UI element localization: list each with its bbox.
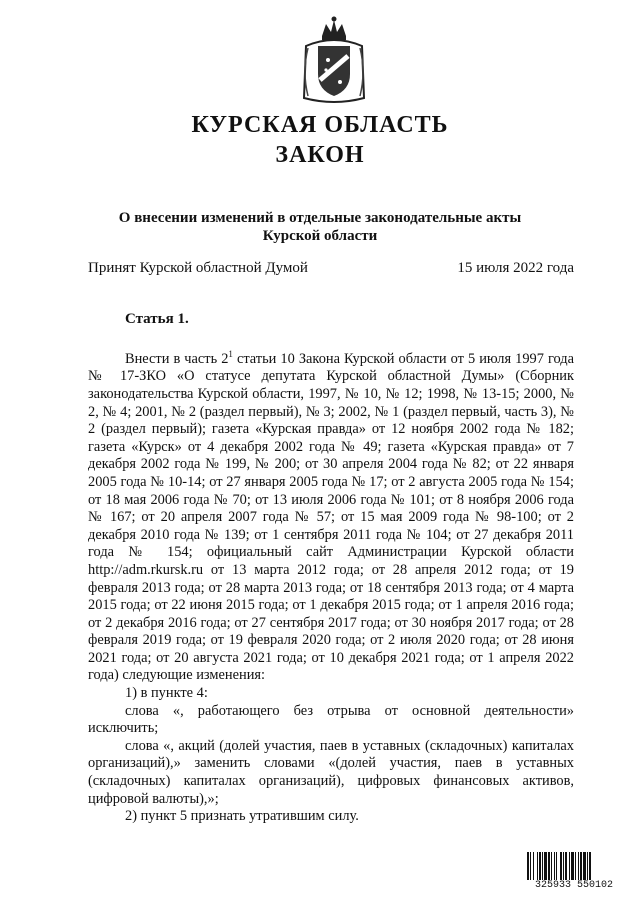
- barcode-bar: [587, 852, 588, 880]
- article-intro-rest: статьи 10 Закона Курской области от 5 июля 1997 года № 17-ЗКО «О статусе депутата Курской областной Думы» (Сборник законодательства Курской области, 1997, № 10, № 12; 1998, № 13-15; 2000, № 2, № 4; 2001, № 2 (раздел первый), № 3; 2002, № 1 (раздел первый, часть 3), № 2 (раздел первый); газета «Курская правда» от 12 ноября 2002 года № 182; газета «Курск» от 4 декабря 2002 года № 49; газета «Курская правда» от 7 декабря 2002 года № 199, № 200; от 30 апреля 2004 года № 82; от 22 января 2005 года № 10-14; от 27 января 2005 года № 17; от 2 августа 2005 года № 154; от 18 мая 2006 года № 70; от 13 июля 2006 года № 101; от 8 ноября 2006 года № 167; от 20 апреля 2007 года № 57; от 15 мая 2009 года № 98-100; от 2 декабря 2010 года № 139; от 1 сентября 2011 года № 104; от 27 декабря 2011 года № 154; официальный сайт Администрации Курской области http://adm.rkursk.ru от 13 марта 2012 года; от 28 апреля 2012 года; от 19 февраля 2013 года; от 28 марта 2013 года; от 18 сентября 2013 года; от 4 марта 2015 года; от 22 июня 2015 года; от 1 декабря 2015 года; от 1 апреля 2016 года; от 2 декабря 2016 года; от 27 сентября 2017 года; от 30 ноября 2017 года; от 28 февраля 2019 года; от 19 февраля 2020 года; от 2 июля 2020 года; от 28 июня 2021 года; от 20 августа 2021 года; от 10 декабря 2021 года; от 1 апреля 2022 года) следующие изменения:: [88, 350, 574, 684]
- barcode-bar: [563, 852, 564, 880]
- barcode-bar: [569, 852, 570, 880]
- barcode-bar: [539, 852, 541, 880]
- barcode-bar: [583, 852, 586, 880]
- document-title: [0, 209, 640, 245]
- barcode-bar: [556, 852, 557, 880]
- article-body: [88, 346, 574, 826]
- adopted-by: Принят Курской областной Думой: [88, 260, 308, 276]
- list-item-1-change-1: слова «, работающего без отрыва от основной деятельности» исключить;: [88, 702, 574, 737]
- document-title-line-1: О внесении изменений в отдельные законодательные акты: [118, 210, 522, 226]
- list-item-1-change-2: слова «, акций (долей участия, паев в уставных (складочных) капиталах организаций),» заменить словами «(долей участия, паев в уставных (складочных) капиталах организаций), цифровых финансовых активов, цифровой валюты),»;: [88, 737, 574, 807]
- adoption-row: [88, 260, 574, 277]
- coat-of-arms-emblem: [298, 16, 370, 106]
- list-item-1: 1) в пункте 4:: [125, 685, 208, 702]
- barcode-bar: [537, 852, 538, 880]
- document-type-heading: ЗАКОН: [275, 142, 365, 168]
- barcode-bar: [560, 852, 562, 880]
- barcode-bar: [589, 852, 591, 880]
- article-intro-superscript: 1: [228, 349, 233, 359]
- barcode-bar: [578, 852, 579, 880]
- barcode-bar: [554, 852, 555, 880]
- barcode-bar: [548, 852, 550, 880]
- barcode-bar: [580, 852, 582, 880]
- barcode-number: 325933 550102: [526, 880, 622, 892]
- barcode-bar: [533, 852, 534, 880]
- region-heading: КУРСКАЯ ОБЛАСТЬ: [191, 112, 449, 138]
- document-title-line-2: Курской области: [262, 228, 378, 244]
- barcode-bar: [571, 852, 574, 880]
- article-title: Статья 1.: [125, 311, 189, 327]
- list-item-2: 2) пункт 5 признать утратившим силу.: [125, 808, 359, 825]
- barcode-bar: [565, 852, 567, 880]
- barcode-bar: [551, 852, 552, 880]
- barcode-bar: [544, 852, 547, 880]
- barcode-bar: [542, 852, 543, 880]
- article-intro-paragraph: [88, 346, 574, 685]
- adoption-date: 15 июля 2022 года: [457, 260, 574, 276]
- article-intro-start: Внести в часть 2: [125, 350, 229, 367]
- barcode-bar: [575, 852, 576, 880]
- barcode-bar: [530, 852, 531, 880]
- barcode-bar: [527, 852, 529, 880]
